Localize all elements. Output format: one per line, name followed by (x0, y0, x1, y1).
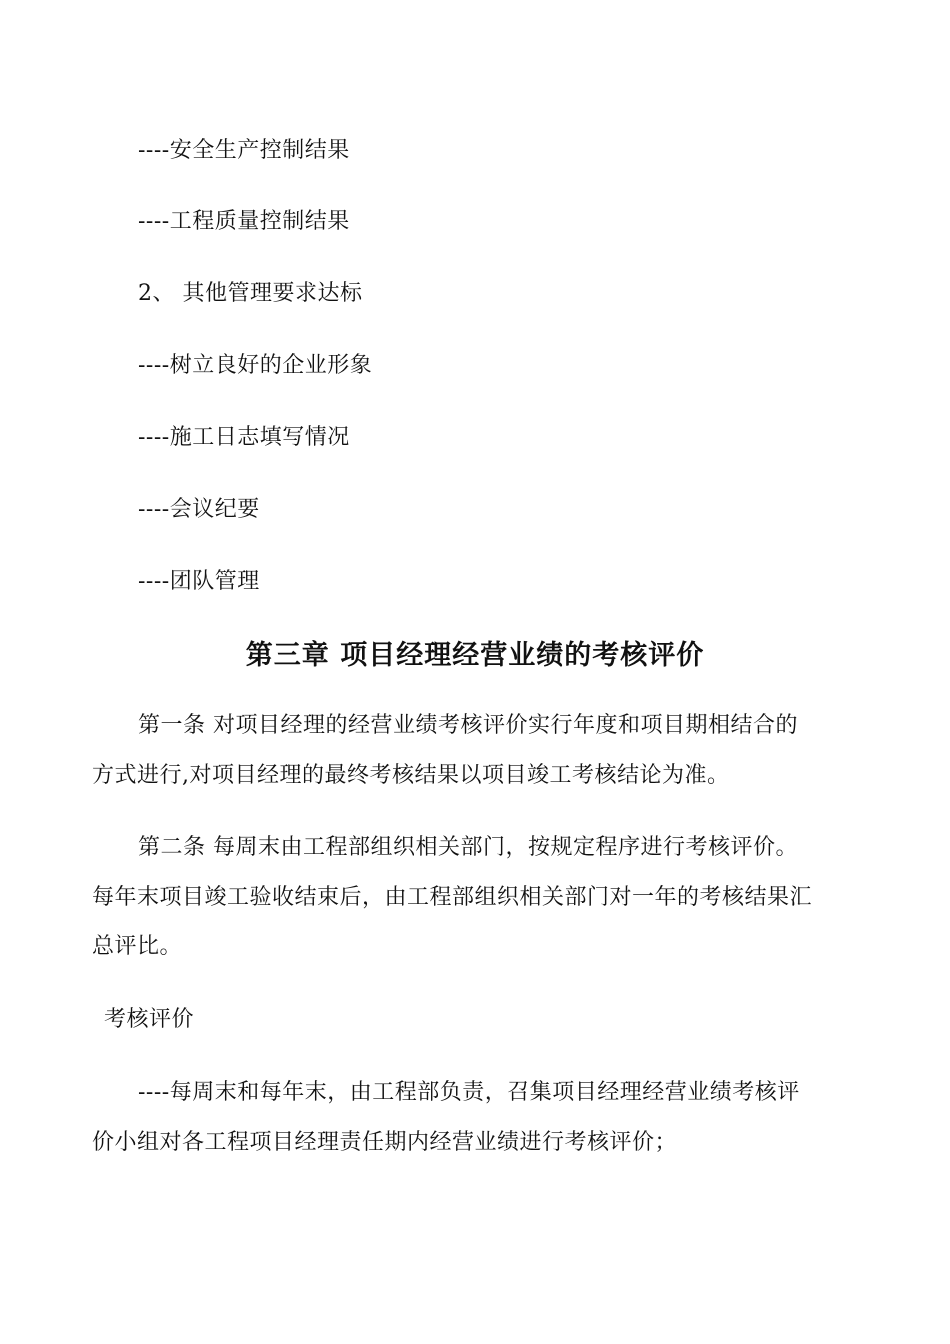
section-para-line-1: ----每周末和每年末，由工程部负责，召集项目经理经营业绩考核评 (138, 1080, 800, 1105)
section-para-line-2: 价小组对各工程项目经理责任期内经营业绩进行考核评价； (92, 1130, 678, 1155)
list-item-safety: ----安全生产控制结果 (138, 138, 350, 163)
chapter-title: 第三章 项目经理经营业绩的考核评价 (245, 640, 705, 671)
numbered-item-2: 2、 其他管理要求达标 (138, 281, 363, 306)
list-item-corporate-image: ----树立良好的企业形象 (138, 353, 373, 378)
list-item-quality: ----工程质量控制结果 (138, 209, 350, 234)
list-item-construction-log: ----施工日志填写情况 (138, 425, 350, 450)
section-label: 考核评价 (104, 1007, 195, 1032)
article-2-line-1: 第二条 每周末由工程部组织相关部门，按规定程序进行考核评价。 (138, 835, 798, 860)
article-1-line-2: 方式进行,对项目经理的最终考核结果以项目竣工考核结论为准。 (92, 763, 730, 788)
article-2-line-2: 每年末项目竣工验收结束后，由工程部组织相关部门对一年的考核结果汇 (92, 885, 813, 910)
list-item-team-management: ----团队管理 (138, 569, 260, 594)
article-2-line-3: 总评比。 (92, 934, 183, 959)
list-item-meeting-minutes: ----会议纪要 (138, 497, 260, 522)
article-1-line-1: 第一条 对项目经理的经营业绩考核评价实行年度和项目期相结合的 (138, 713, 798, 738)
